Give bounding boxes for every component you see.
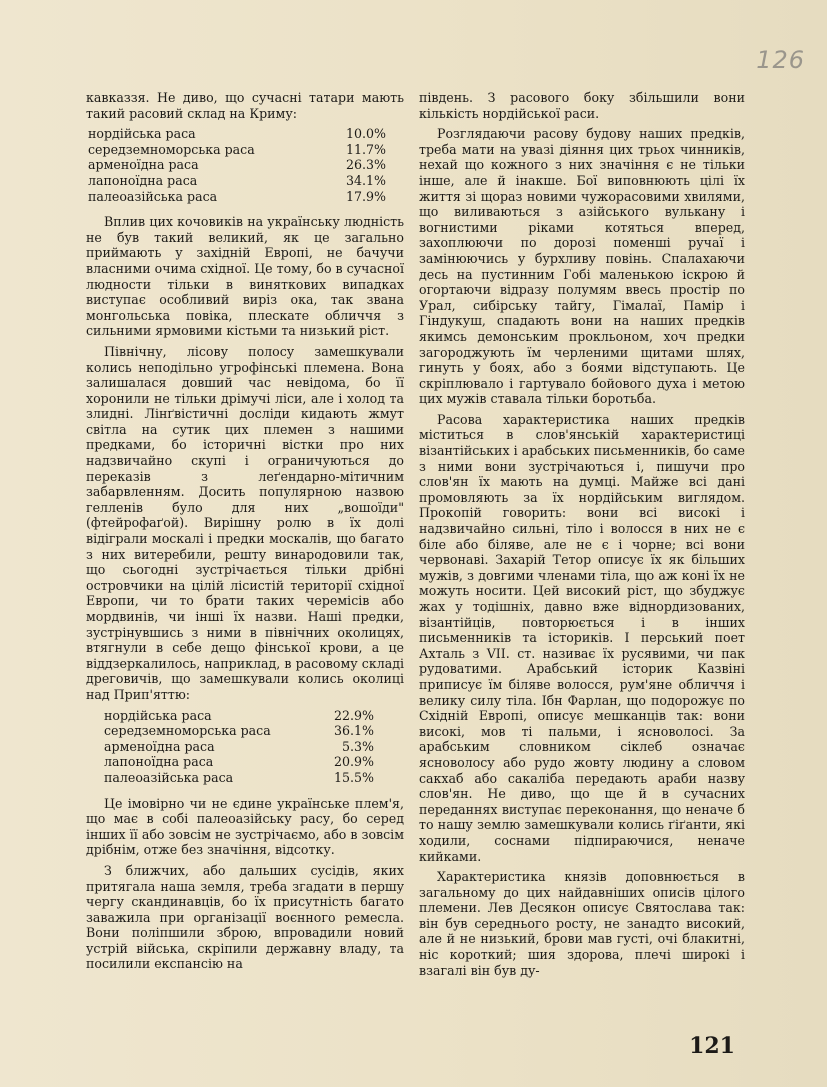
race-percent: 10.0% xyxy=(345,126,386,142)
paragraph: Розглядаючи расову будову наших предків, треба мати на увазі діяння цих трьох чинників, нехай що кожного з них значіння є не тільки інше, але й інакше. Бої виповнюють цілі їх життя зі щораз новими чужорасовими хвилями, що виливаються з азійського вулькану і вогнистими ріками котяться вперед, захоплюючи по дорозі поменші ручаї і замінюючись у бурхливу повінь. Спалахаючи десь на пустинним Гобі маленькою іскрою й огортаючи відразу полумям ввесь простір по Урал, сибірську тайгу, Гімалаї, Памір і Гіндукуш, спадають вони на наших предків якимсь демонським прокльоном, хоч предки загороджують їм черленими щитами шлях, гинуть у боях, або з боями відступають. Це скріплювало і гартувало бойового духа і метою цих мужів ставала тільки боротьба. xyxy=(419,126,745,407)
race-percent: 17.9% xyxy=(345,188,386,204)
table-row xyxy=(104,770,374,786)
table-row xyxy=(86,142,386,158)
right-column xyxy=(419,90,745,983)
table-row xyxy=(86,173,386,189)
race-name: нордійська раса xyxy=(88,126,196,142)
table-row xyxy=(104,739,374,755)
table-row xyxy=(86,189,386,205)
race-percent: 15.5% xyxy=(333,769,374,785)
paragraph: Це імовірно чи не єдине українське плем'я, що має в собі палеоазійську расу, бо серед інших її або зовсім не зустрічаємо, або в зовсім дрібнім, отже без значіння, відсотку. xyxy=(86,795,404,858)
table-row xyxy=(104,708,374,724)
table-row xyxy=(104,754,374,770)
race-percent: 34.1% xyxy=(345,172,386,188)
paragraph: Расова характеристика наших предків міститься в слов'янській характеристиці візантійських і арабських письменників, бо саме з ними вони зустрічаються і, пишучи про слов'ян їх мають на думці. Майже всі дані промовляють за їх нордійським виглядом. Прокопій говорить: вони всі високі і надзвичайно сильні, тіло і волосся в них не є біле або біляве, але не є і чорне; всі вони червонаві. Захарій Тетор описує їх як більших мужів, з довгими членами тіла, що аж коні їх не можуть носити. Цей високий ріст, що збуджує жах у тодішніх, давно вже віднордизованих, візантійців, повторюється і в інших письменників та істориків. І перський поет Ахталь з VII. ст. називає їх русявими, чи пак рудоватими. Арабський історик Казвіні приписує їм біляве волосся, рум'яне обличчя і велику силу тіла. Ібн Фарлан, що подорожує по Східній Европі, описує мешканців так: вони високі, мов ті пальми, і ясноволосі. За арабським словником сіклеб означає ясноволосу або рудо жовту людину а словом сакхаб або сакаліба передають араби назву слов'ян. Не диво, що ще й в сучасних переданнях виступає переконання, що неначе б то нашу землю замешкували колись ґіґанти, які ходили, соснами підпираючися, неначе кийками. xyxy=(419,411,745,864)
paragraph: Вплив цих кочовиків на українську людність не був такий великий, як це загально приймають у західній Европі, не бачучи власними очима східної. Це тому, бо в сучасної людности тільки в винятковиx випадках виступає особливий виріз ока, так звана монгольська повіка, плескате обличчя з сильними ярмовими кістьми та низький ріст. xyxy=(86,214,405,339)
paragraph: Характеристика князів доповнюється в загальному до цих найдавніших описів цілого племени. Лев Десякон описує Святослава так: він був середнього росту, не занадто високий, але й не низький, брови мав густі, очі блакитні, ніс короткий; шия здорова, плечі широкі і взагалі він був ду- xyxy=(419,869,745,978)
race-name: середземноморська раса xyxy=(104,723,271,739)
race-percent: 22.9% xyxy=(333,707,374,723)
race-percent: 26.3% xyxy=(345,157,386,173)
race-name: середземноморська раса xyxy=(88,141,255,157)
race-name: арменоїдна раса xyxy=(88,157,199,173)
race-percent: 11.7% xyxy=(345,141,386,157)
race-name: лапоноїдна раса xyxy=(88,172,198,188)
archive-page-number: 126 xyxy=(756,46,805,74)
paragraph: кавказзя. Не диво, що сучасні татари мають такий расовий склад на Криму: xyxy=(86,90,404,121)
race-name: арменоїдна раса xyxy=(104,738,215,754)
race-percent: 36.1% xyxy=(333,723,374,739)
table-row xyxy=(104,723,374,739)
table-row xyxy=(86,126,386,142)
race-name: палеоазійська раса xyxy=(104,769,234,785)
paragraph: південь. З расового боку збільшили вони кількість нордійської раси. xyxy=(419,90,745,121)
race-percent: 5.3% xyxy=(342,738,374,754)
race-name: палеоазійська раса xyxy=(88,188,218,204)
race-table-crimea xyxy=(86,126,386,204)
race-name: нордійська раса xyxy=(104,707,212,723)
race-name: лапоноїдна раса xyxy=(104,754,214,770)
race-table-dregovichi xyxy=(104,708,374,786)
paragraph: З ближчих, або дальших сусідів, яких притягала наша земля, треба згадати в першу чергу скандинавців, бо їх присутність багато заважила при організації воєнного ремесла. Вони поліпшили зброю, впровадили новий устрій війська, скріпили державну владу, та посилили експансію на xyxy=(86,862,404,972)
race-percent: 20.9% xyxy=(333,754,374,770)
table-row xyxy=(86,157,386,173)
page-number: 121 xyxy=(689,1033,735,1059)
paragraph: Північну, лісову полосу замешкували колись неподільно угрофінські племена. Вона залишалася довший час невідома, бо її хоронили не тільки дрімучі ліси, але і холод та злидні. Лінґвістичні досліди кидають жмут світла на сутик цих племен з нашими предками, бо історичні вістки про них надзвичайно скупі і ограничуються до переказів з леґендарно-мітичним забарвленням. Досить популярною назвою гелленів було для них „вошоїди" (фтейрофаґой). Вирішну ролю в їх долі відіграли москалі і предки москалів, що багато з них витеребили, решту винародовили так, що сьогодні зустрічається тільки дрібні островчики на цілій лісистій території східної Европи, чи то брати таких черемісів або мордвинів, чи інші їх назви. Наші предки, зустрінувшись з ними в північних околицях, втягнули в себе дещо фінської крови, а це віддзеркалилось, наприклад, в расовому складі дреговичів, що замешкували колись околиці над Прип'яттю: xyxy=(86,343,404,702)
left-column xyxy=(86,90,404,977)
